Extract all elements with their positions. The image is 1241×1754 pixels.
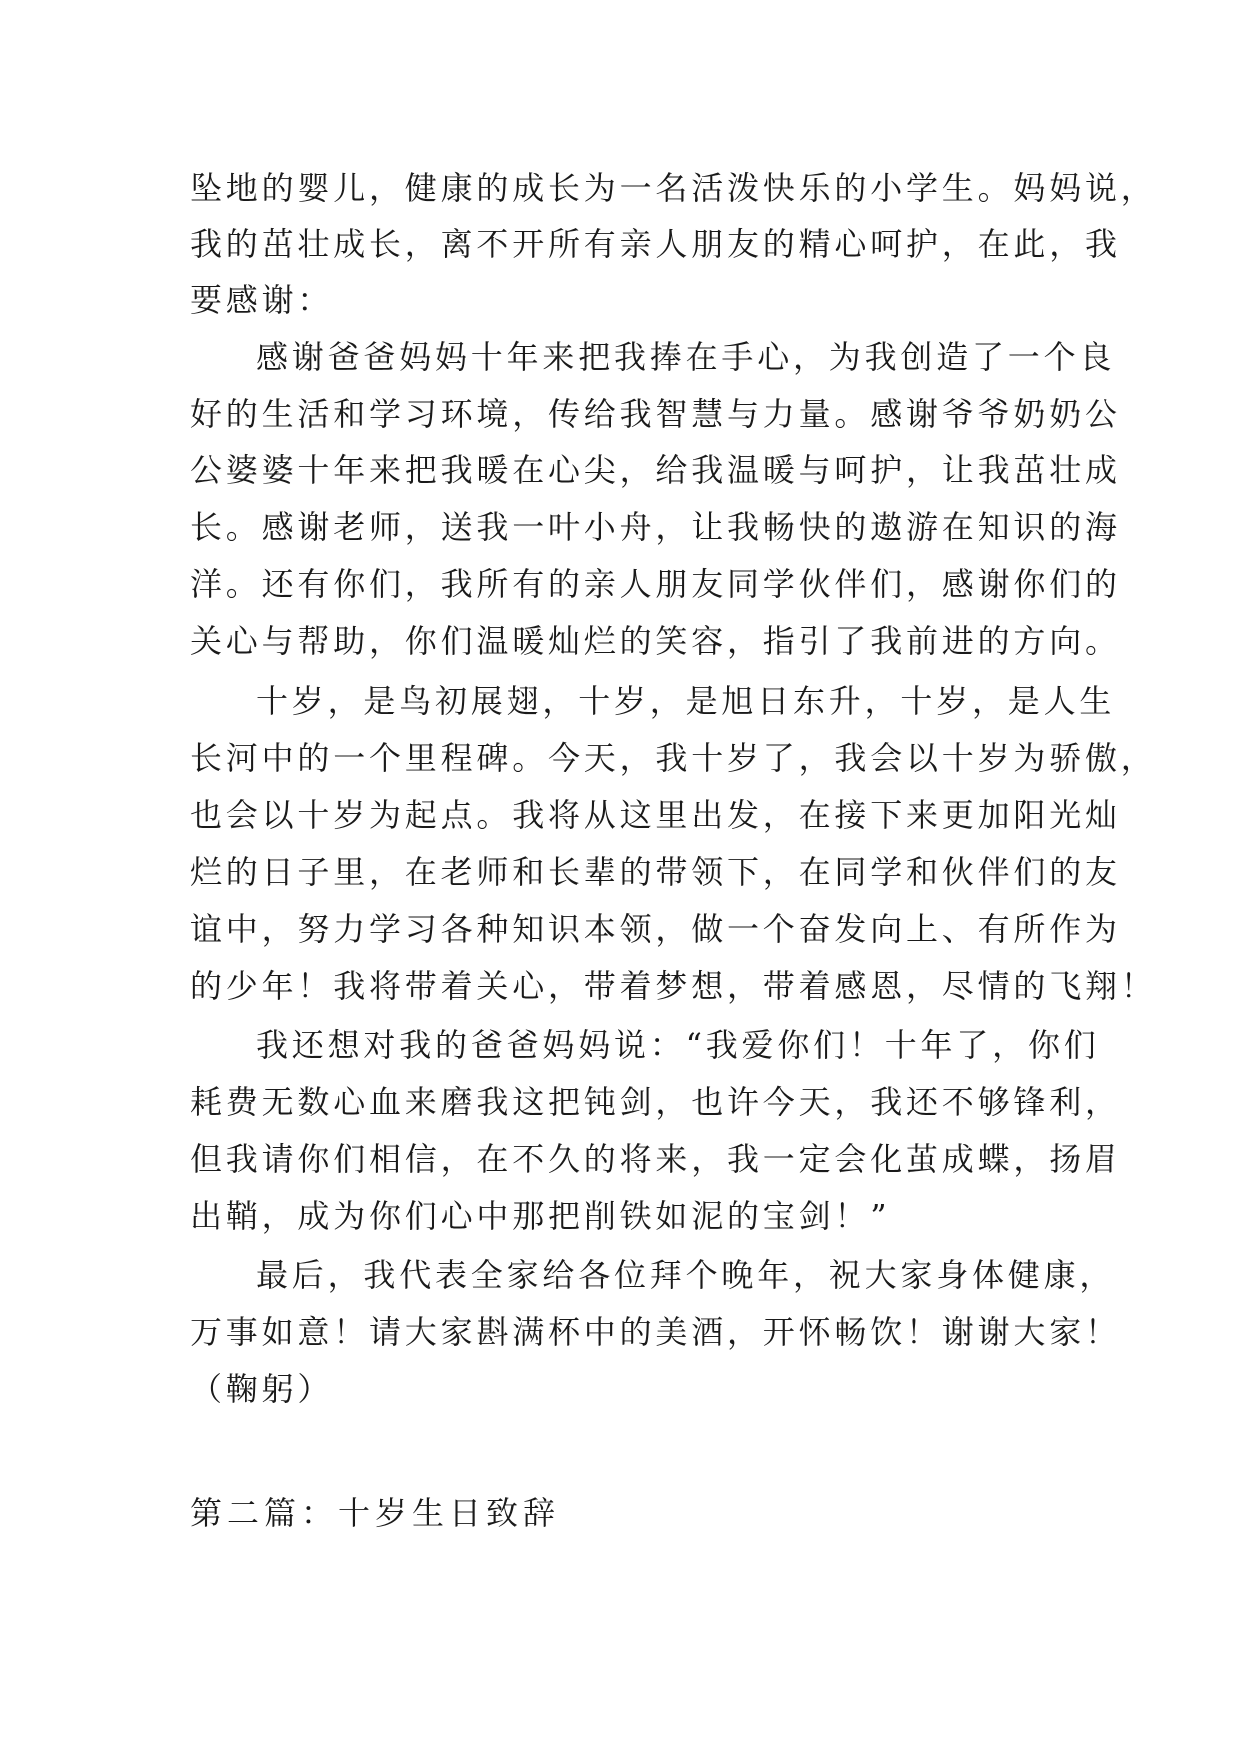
paragraph-closing-line-1: 最后，我代表全家给各位拜个晚年，祝大家身体健康， [256,1256,1116,1294]
paragraph-ten-line-5: 谊中，努力学习各种知识本领，做一个奋发向上、有所作为 [190,910,1121,948]
paragraph-parents-line-2: 耗费无数心血来磨我这把钝剑，也许今天，我还不够锋利， [190,1083,1121,1121]
text-line-3: 要感谢： [190,281,334,319]
paragraph-parents-line-1: 我还想对我的爸爸妈妈说：“我爱你们！十年了，你们 [256,1026,1100,1064]
paragraph-ten-line-1: 十岁，是鸟初展翅，十岁，是旭日东升，十岁，是人生 [256,682,1116,720]
text-line-2: 我的茁壮成长，离不开所有亲人朋友的精心呵护，在此，我 [190,225,1121,263]
paragraph-ten-line-4: 烂的日子里，在老师和长辈的带领下，在同学和伙伴们的友 [190,853,1121,891]
text-line-1: 坠地的婴儿，健康的成长为一名活泼快乐的小学生。妈妈说， [190,169,1157,207]
section-title: 第二篇：十岁生日致辞 [190,1494,561,1532]
paragraph-thanks-line-6: 关心与帮助，你们温暖灿烂的笑容，指引了我前进的方向。 [190,622,1121,660]
paragraph-parents-line-4: 出鞘，成为你们心中那把削铁如泥的宝剑！” [190,1197,891,1235]
paragraph-parents-line-3: 但我请你们相信，在不久的将来，我一定会化茧成蝶，扬眉 [190,1140,1121,1178]
paragraph-thanks-line-5: 洋。还有你们，我所有的亲人朋友同学伙伴们，感谢你们的 [190,565,1121,603]
paragraph-ten-line-2: 长河中的一个里程碑。今天，我十岁了，我会以十岁为骄傲， [190,739,1157,777]
paragraph-thanks-line-2: 好的生活和学习环境，传给我智慧与力量。感谢爷爷奶奶公 [190,395,1121,433]
paragraph-thanks-line-1: 感谢爸爸妈妈十年来把我捧在手心，为我创造了一个良 [256,338,1116,376]
paragraph-closing-line-3: （鞠躬） [190,1370,334,1408]
paragraph-thanks-line-4: 长。感谢老师，送我一叶小舟，让我畅快的遨游在知识的海 [190,508,1121,546]
paragraph-closing-line-2: 万事如意！请大家斟满杯中的美酒，开怀畅饮！谢谢大家！ [190,1313,1121,1351]
paragraph-thanks-line-3: 公婆婆十年来把我暖在心尖，给我温暖与呵护，让我茁壮成 [190,451,1121,489]
paragraph-ten-line-3: 也会以十岁为起点。我将从这里出发，在接下来更加阳光灿 [190,796,1121,834]
paragraph-ten-line-6: 的少年！我将带着关心，带着梦想，带着感恩，尽情的飞翔！ [190,967,1157,1005]
